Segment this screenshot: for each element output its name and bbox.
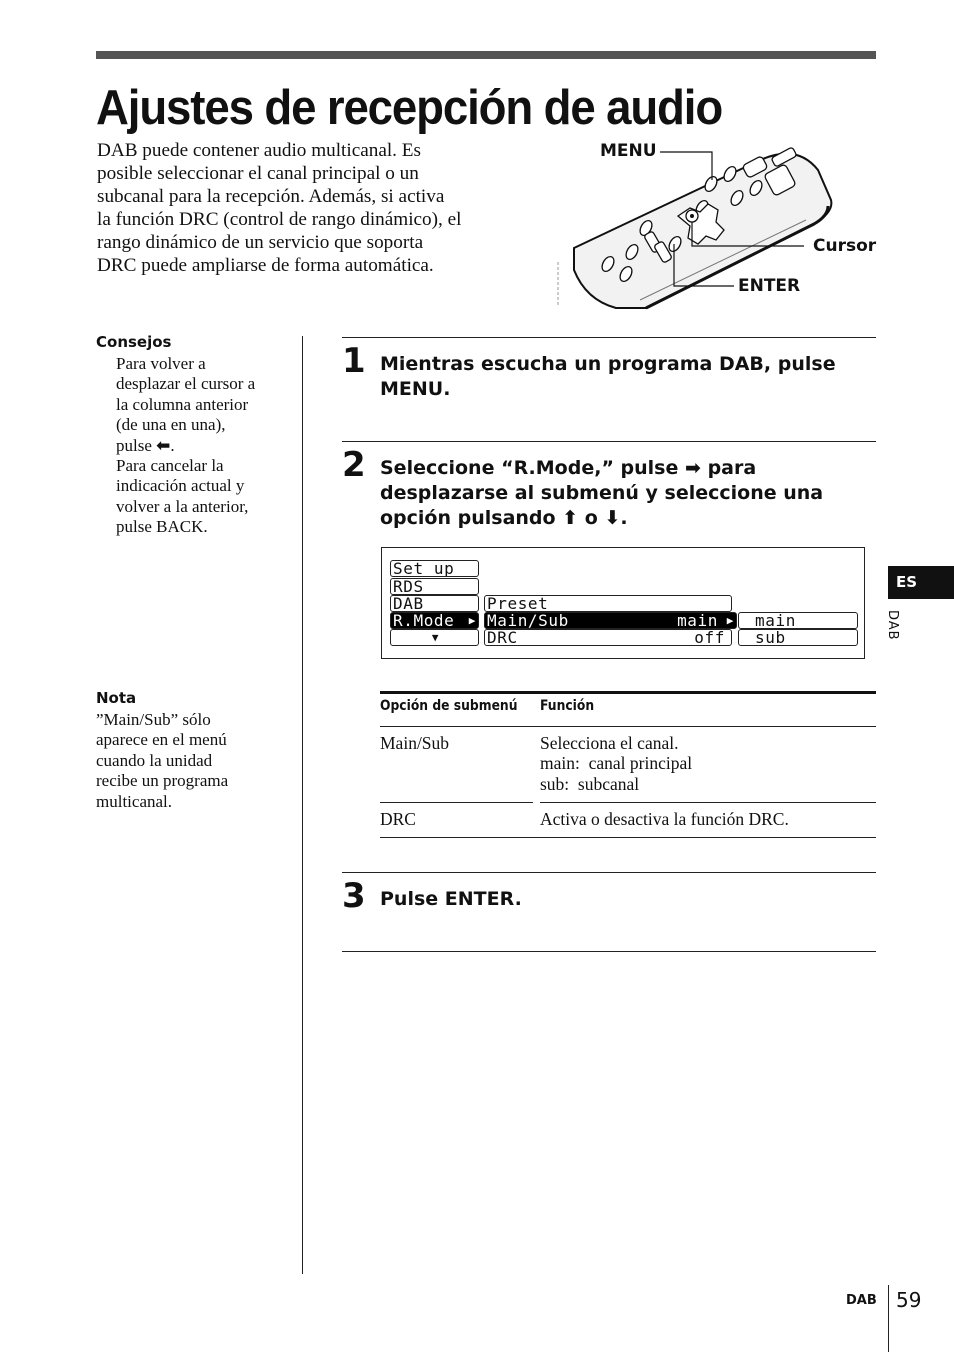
step2-number: 2 (342, 445, 366, 485)
step2-rule (342, 441, 876, 442)
lcd-item-mainsub-label: Main/Sub (487, 612, 569, 629)
lcd-item-rmode (390, 612, 479, 629)
menu-callout-label: MENU (600, 141, 657, 161)
footer-section: DAB (846, 1293, 877, 1308)
lcd-item-setup: Set up (390, 560, 479, 577)
language-tab-label: ES (896, 573, 918, 591)
top-rule (96, 51, 876, 59)
note-text: ”Main/Sub” sólo aparece en el menú cuando la unidad recibe un programa multicanal. (96, 710, 229, 811)
page-number: 59 (896, 1288, 922, 1312)
lcd-scroll-down-icon: ▼ (390, 629, 479, 646)
lcd-item-rmode-label: R.Mode (393, 612, 455, 629)
sidebar-divider (302, 336, 303, 1274)
arrow-down-icon: ⬇ (604, 507, 621, 529)
lcd-item-rds: RDS (390, 578, 479, 595)
table-cell-function: Activa o desactiva la función DRC. (540, 809, 789, 829)
step2-text-part3: o (584, 507, 598, 529)
lcd-drc-value: off (694, 629, 725, 646)
arrow-left-icon: ⬅ (156, 435, 171, 456)
enter-callout-label: ENTER (738, 276, 801, 296)
step3-text: Pulse ENTER. (380, 888, 522, 910)
lcd-item-dab: DAB (390, 595, 479, 612)
lcd-item-drc (484, 629, 732, 646)
tips-text (116, 354, 255, 538)
step1-number: 1 (342, 341, 366, 381)
table-row-rule (540, 802, 876, 803)
step3-rule (342, 872, 876, 873)
step2-text-part1: Seleccione “R.Mode,” pulse (380, 457, 679, 479)
table-row-rule (380, 802, 533, 803)
triangle-right-icon: ▶ (726, 614, 734, 627)
table-header-option: Opción de submenú (380, 698, 518, 714)
section-side-label: DAB (885, 610, 900, 641)
lcd-option-main: main (738, 612, 858, 629)
arrow-up-icon: ⬆ (562, 507, 579, 529)
cursor-callout-label: Cursor (813, 236, 877, 256)
table-cell-function: Selecciona el canal. main: canal principal sub: subcanal (540, 733, 693, 794)
tips-heading: Consejos (96, 333, 172, 351)
lcd-mainsub-value: main (677, 612, 718, 629)
table-header-function: Función (540, 698, 595, 714)
triangle-right-icon: ▶ (468, 614, 476, 627)
lcd-item-drc-label: DRC (487, 629, 518, 646)
note-heading: Nota (96, 689, 137, 707)
steps-end-rule (342, 951, 876, 952)
table-header-rule (380, 726, 876, 727)
step2-text: Seleccione “R.Mode,” pulse ➡ para desplazarse al submenú y seleccione una opción pulsando ⬆ o ⬇. (380, 457, 824, 529)
arrow-right-icon: ➡ (685, 457, 701, 479)
step1-text: Mientras escucha un programa DAB, pulse MENU. (380, 353, 836, 400)
tips-text-part2: . Para cancelar la indicación actual y volver a la anterior, pulse BACK. (116, 435, 249, 537)
page-title: Ajustes de recepción de audio (96, 81, 723, 135)
table-cell-option: DRC (380, 809, 416, 829)
lcd-option-sub: sub (738, 629, 858, 646)
step3-number: 3 (342, 876, 366, 916)
footer-divider (888, 1285, 889, 1352)
table-cell-option: Main/Sub (380, 733, 450, 753)
lcd-item-preset: Preset (484, 595, 732, 612)
lcd-item-mainsub (484, 612, 737, 629)
tips-text-part1: Para volver a desplazar el cursor a la columna anterior (de una en una), pulse (116, 354, 256, 455)
step1-rule (342, 337, 876, 338)
remote-control-illustration (556, 140, 876, 312)
table-top-rule (380, 691, 876, 694)
step2-text-part2: para desplazarse al submenú y seleccione una opción pulsando (380, 457, 824, 529)
lcd-display (381, 547, 865, 659)
intro-paragraph: DAB puede contener audio multicanal. Es posible seleccionar el canal principal o un subcanal para la recepción. Además, si activa la función DRC (control de rango dinámico), el rango dinámico de un servicio que soporta DRC puede ampliarse de forma automática. (97, 140, 462, 276)
table-bottom-rule (380, 837, 876, 838)
